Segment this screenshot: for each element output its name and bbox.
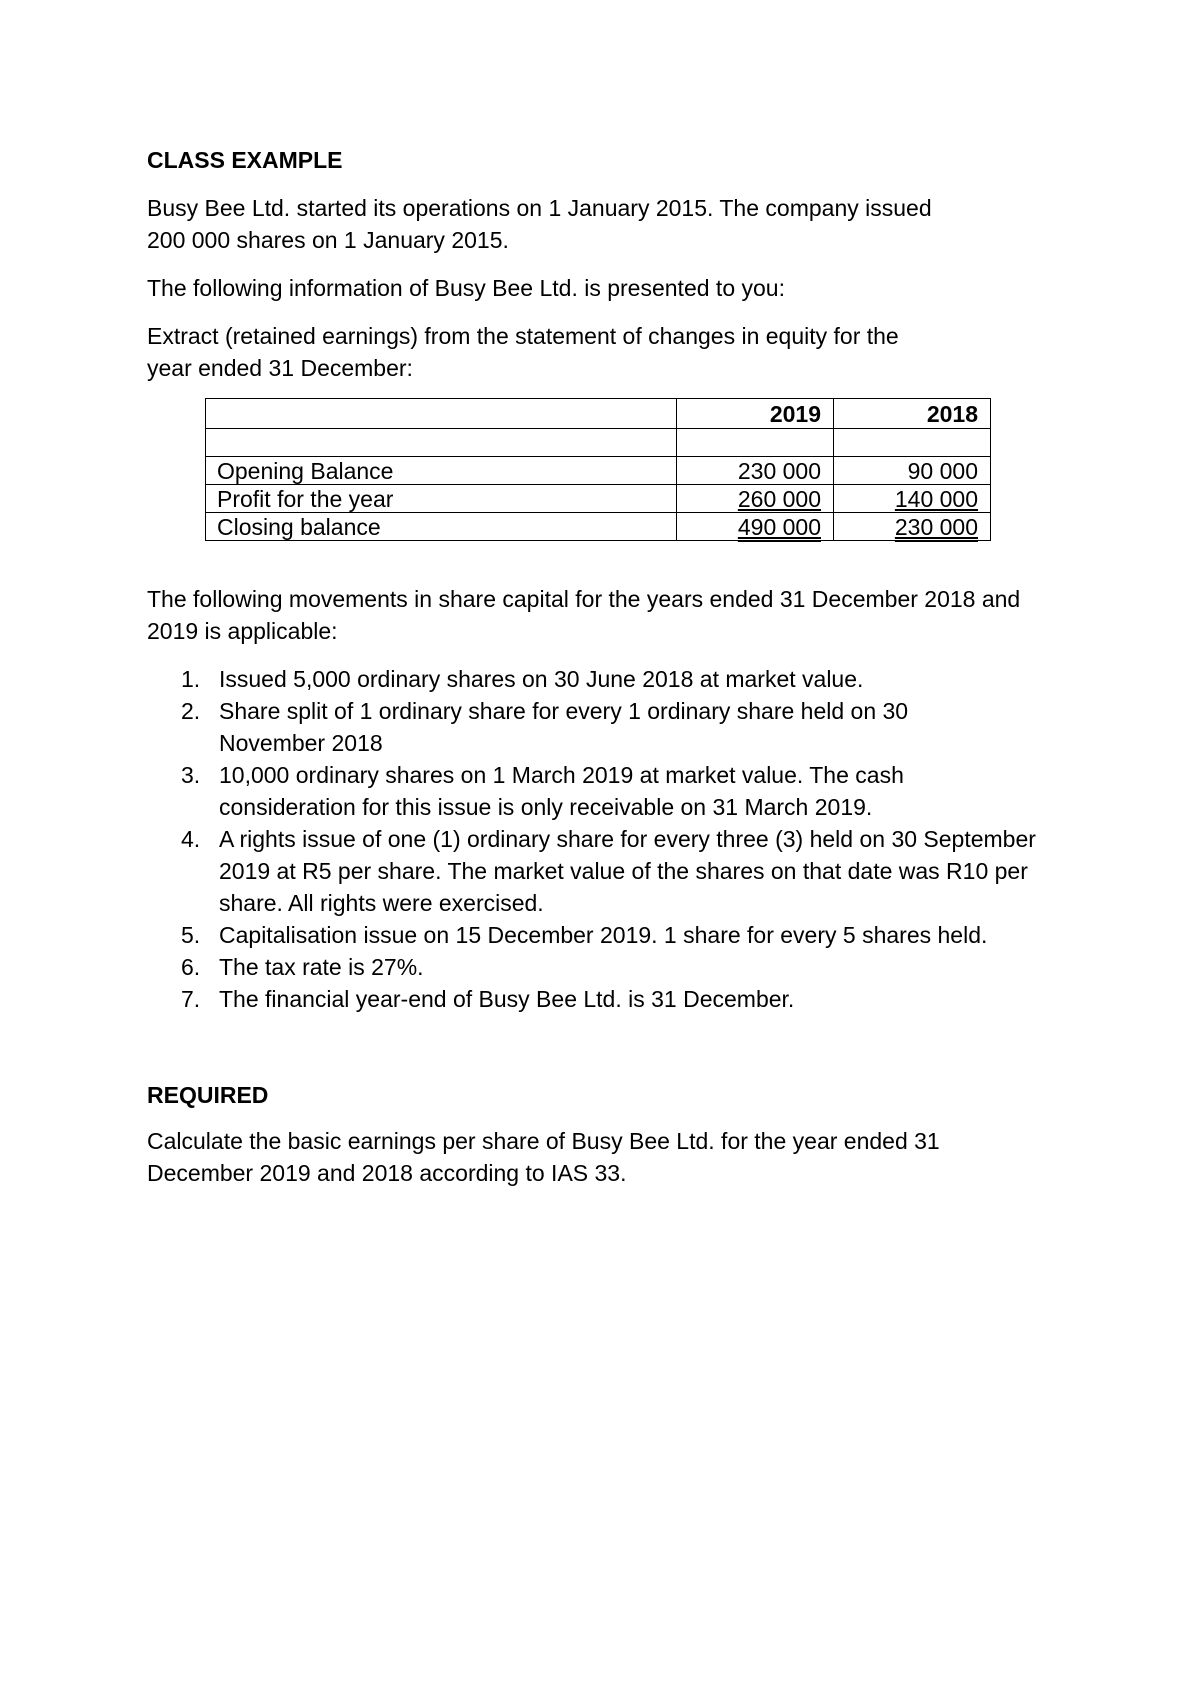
document-page: [147, 144, 1077, 1189]
list-item: [181, 951, 1069, 983]
header-cell-2019: 2019: [677, 399, 834, 429]
list-text: Issued 5,000 ordinary shares on 30 June 2018 at market value.: [219, 666, 864, 692]
required-heading: REQUIRED: [147, 1082, 269, 1108]
header-cell-blank: [206, 399, 677, 429]
required-paragraph: Calculate the basic earnings per share of Busy Bee Ltd. for the year ended 31 December 2019 and 2018 according to IAS 33.: [147, 1128, 940, 1186]
info-paragraph: The following information of Busy Bee Ltd. is presented to you:: [147, 275, 785, 301]
blank-cell: [834, 429, 991, 457]
row-value-2018-cell: [834, 485, 991, 513]
list-number: 2.: [181, 698, 201, 724]
row-value-2018: 230 000: [894, 513, 978, 540]
list-number: 3.: [181, 762, 201, 788]
movements-intro: The following movements in share capital for the years ended 31 December 2018 and 2019 is applicable:: [147, 586, 1021, 644]
list-item: [181, 695, 1069, 759]
row-value-2019: 230 000: [677, 457, 834, 485]
list-item: [181, 919, 1069, 951]
row-label: Opening Balance: [206, 457, 677, 485]
list-text: The financial year-end of Busy Bee Ltd. is 31 December.: [219, 986, 795, 1012]
table-blank-row: [206, 429, 991, 457]
intro-paragraph: [147, 192, 1077, 256]
movements-list: [147, 663, 1077, 1015]
table-row: [206, 513, 991, 541]
row-value-2019: 490 000: [737, 513, 821, 540]
row-label: Profit for the year: [206, 485, 677, 513]
page-title: CLASS EXAMPLE: [147, 147, 343, 173]
list-number: 7.: [181, 986, 201, 1012]
list-item: [181, 983, 1069, 1015]
blank-cell: [677, 429, 834, 457]
intro-line-2: 200 000 shares on 1 January 2015.: [147, 227, 509, 253]
list-text: Share split of 1 ordinary share for every 1 ordinary share held on 30 November 2018: [219, 698, 909, 756]
retained-earnings-table: [205, 398, 991, 541]
list-item: [181, 663, 1069, 695]
list-text: The tax rate is 27%.: [219, 954, 424, 980]
list-number: 1.: [181, 666, 201, 692]
list-text: A rights issue of one (1) ordinary share for every three (3) held on 30 September 2019 at R5 per share. The market value of the shares on that date was R10 per share. All rights were exercised.: [219, 826, 1036, 916]
extract-paragraph: Extract (retained earnings) from the statement of changes in equity for the year ended 31 December:: [147, 323, 899, 381]
list-number: 6.: [181, 954, 201, 980]
table-row: [206, 485, 991, 513]
list-item: [181, 759, 1069, 823]
table-header-row: [206, 399, 991, 429]
row-value-2019-cell: [677, 513, 834, 541]
row-label: Closing balance: [206, 513, 677, 541]
header-cell-2018: 2018: [834, 399, 991, 429]
row-value-2018: 90 000: [834, 457, 991, 485]
row-value-2018-cell: [834, 513, 991, 541]
row-value-2019: 260 000: [737, 485, 821, 512]
intro-line-1: Busy Bee Ltd. started its operations on 1 January 2015. The company issued: [147, 195, 932, 221]
list-text: Capitalisation issue on 15 December 2019. 1 share for every 5 shares held.: [219, 922, 988, 948]
table-row: [206, 457, 991, 485]
row-value-2018: 140 000: [894, 485, 978, 512]
list-text: 10,000 ordinary shares on 1 March 2019 at market value. The cash consideration for this issue is only receivable on 31 March 2019.: [219, 762, 904, 820]
list-number: 4.: [181, 826, 201, 852]
list-number: 5.: [181, 922, 201, 948]
list-item: [181, 823, 1069, 919]
blank-cell: [206, 429, 677, 457]
row-value-2019-cell: [677, 485, 834, 513]
